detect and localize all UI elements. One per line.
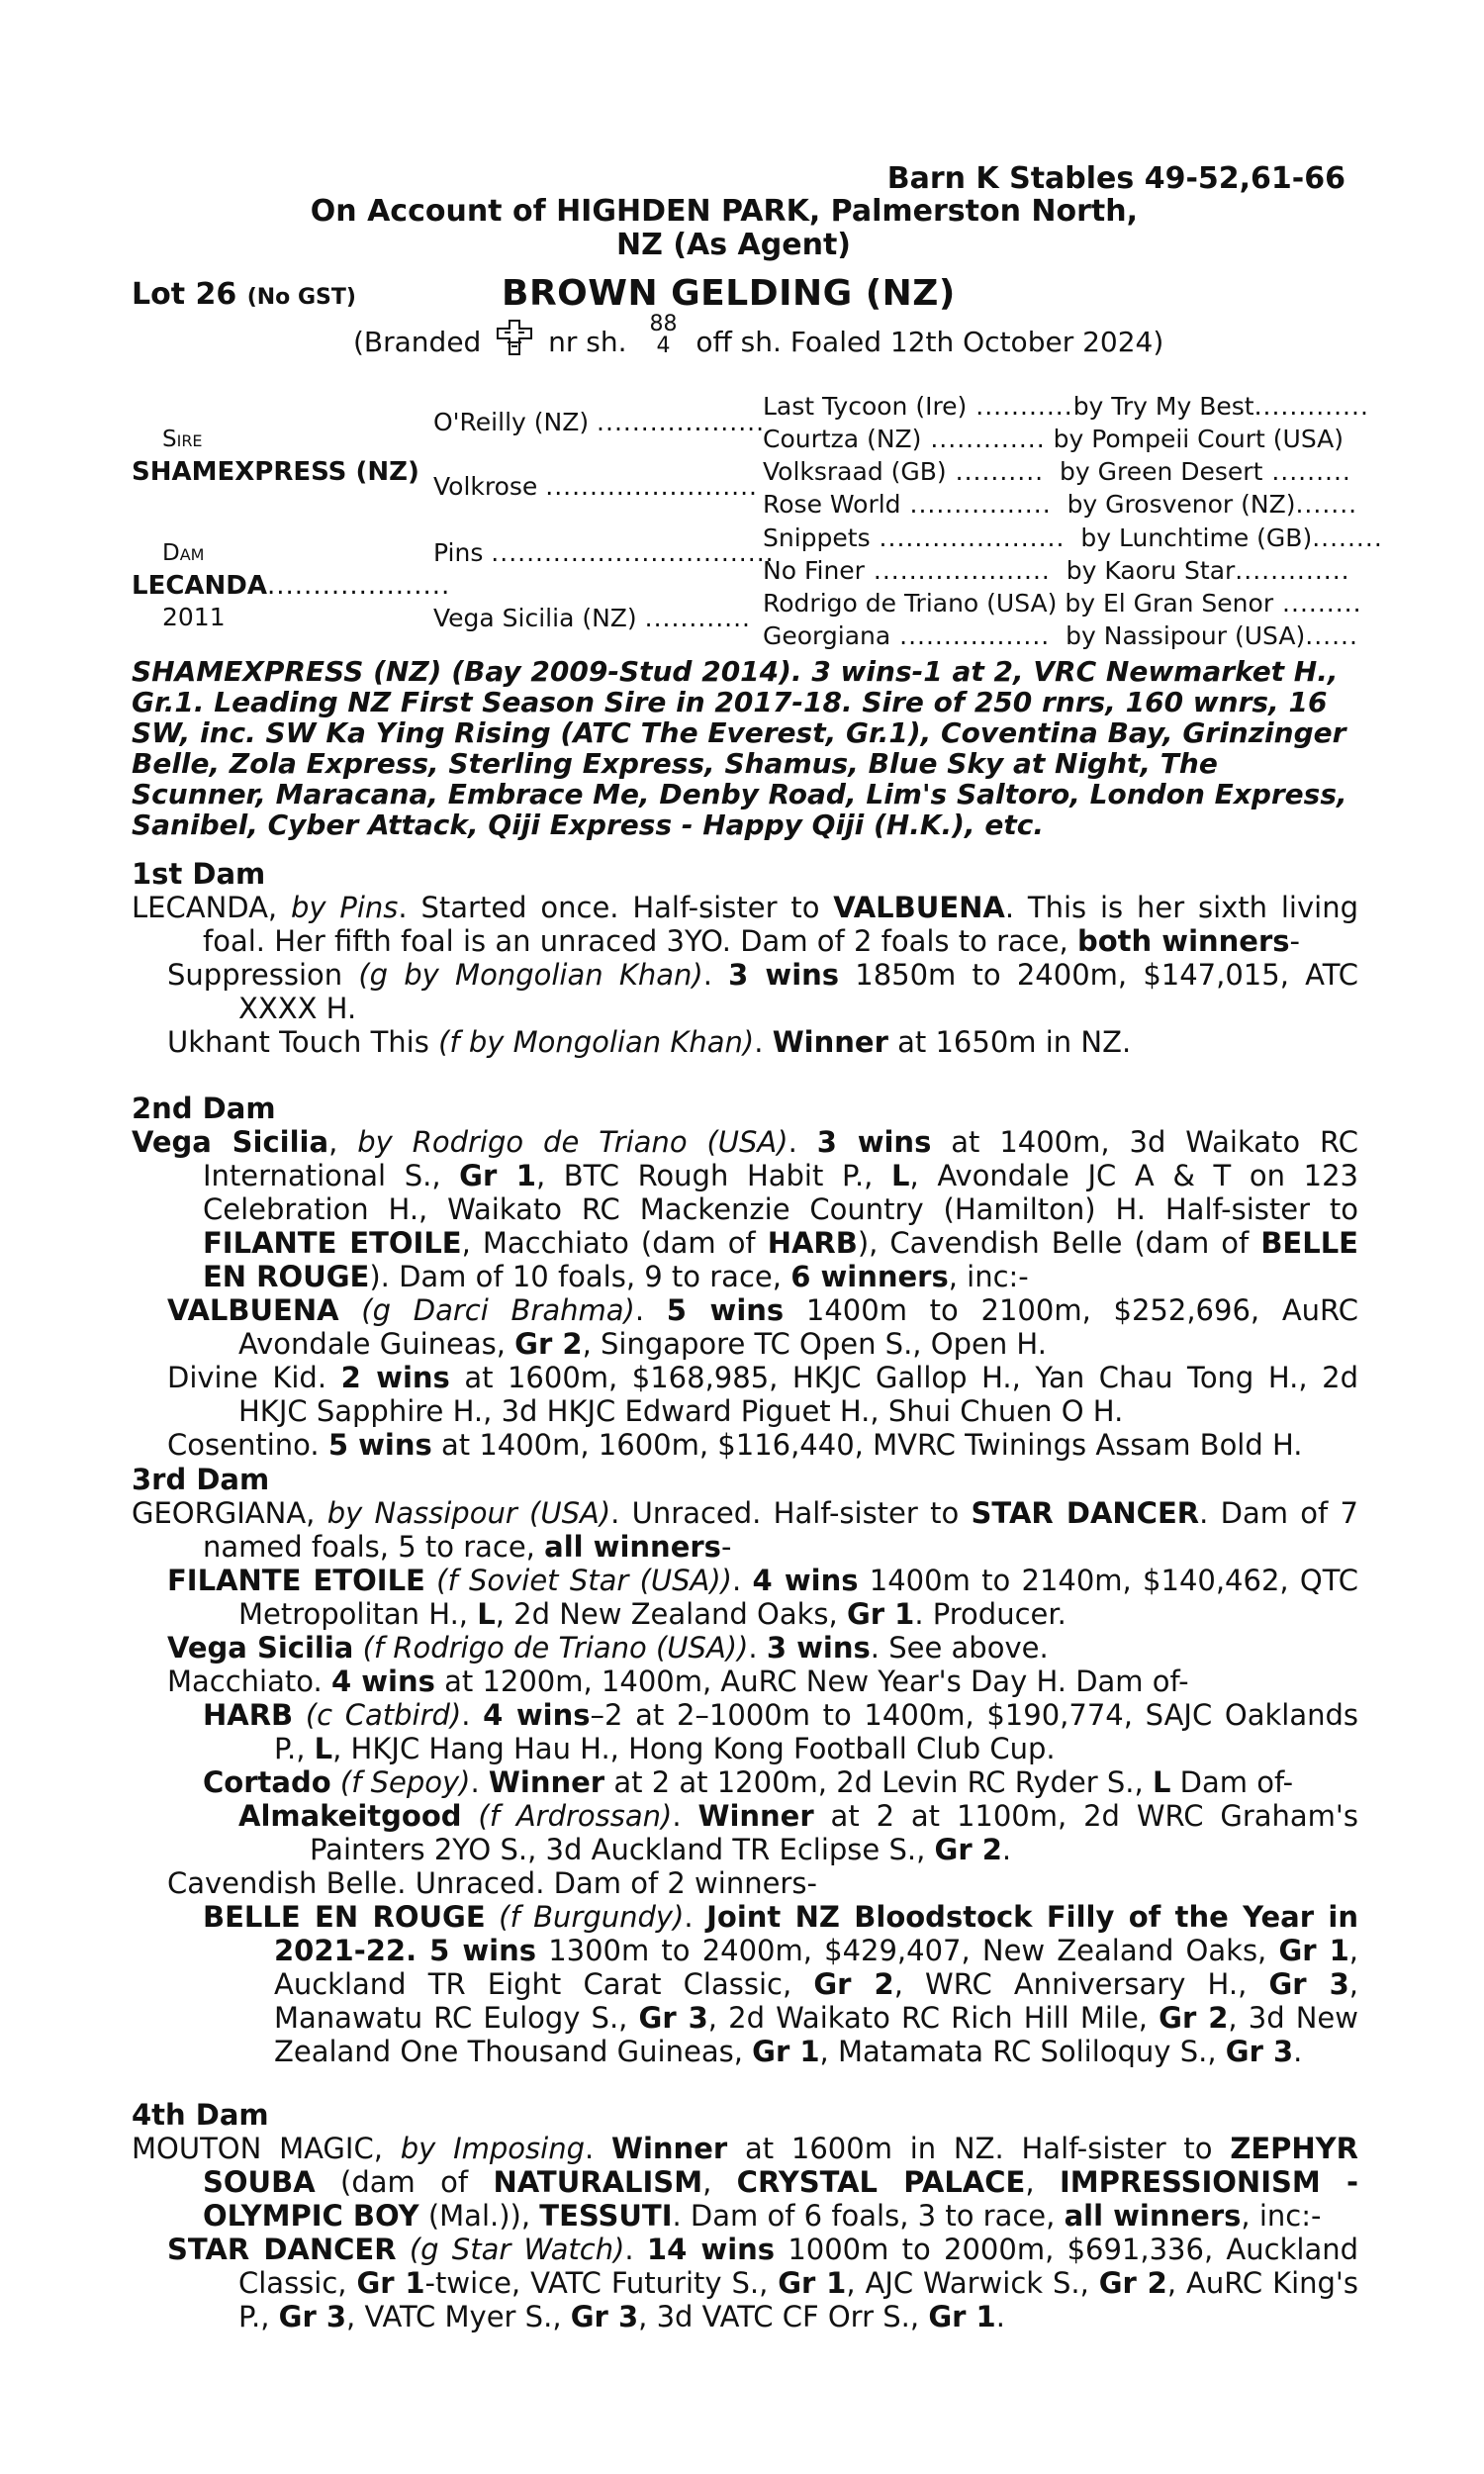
text-run: Almakeitgood (238, 1799, 462, 1833)
text-run: ), Cavendish Belle (dam of (857, 1226, 1261, 1260)
text-run: by Rodrigo de Triano (USA) (357, 1125, 788, 1159)
third-dam-section (132, 1463, 1358, 2068)
dam-paragraph (132, 1125, 1358, 1293)
text-run: 5 wins (327, 1428, 432, 1462)
dot-leader: ............. (921, 425, 1046, 453)
dot-leader: ................................ (491, 538, 775, 567)
brand-line (353, 312, 1164, 365)
text-run: Winner (772, 1025, 888, 1059)
text-run: L (477, 1597, 496, 1631)
text-run: Courtza (NZ) (763, 425, 922, 453)
dam-label: Dam (162, 540, 205, 566)
text-run: by El Gran Senor (1065, 589, 1274, 618)
dot-leader: ............. (1235, 556, 1350, 585)
dot-leader: ....... (1295, 490, 1358, 519)
barn-stables: Barn K Stables 49-52,61-66 (886, 161, 1345, 196)
progeny-entry (132, 1361, 1358, 1428)
text-run: at 2 at 1200m, 2d Levin RC Ryder S., (604, 1765, 1153, 1799)
text-run: Rodrigo de Triano (USA) (763, 589, 1058, 618)
dot-leader: .................... (864, 556, 1051, 585)
dot-leader: .................... (267, 571, 451, 601)
text-run: Rose World (763, 490, 901, 519)
text-run: GEORGIANA, (132, 1496, 327, 1530)
text-run: , Auckland TR Eight Carat Classic, (274, 1934, 1358, 2001)
text-run: Georgiana (763, 621, 891, 650)
text-run: by Grosvenor (NZ) (1067, 490, 1296, 519)
text-run: 3 wins (728, 958, 840, 992)
text-run: 3 wins (766, 1631, 871, 1665)
text-run: (g by Mongolian Khan) (358, 958, 703, 992)
progeny-entry (132, 958, 1358, 1025)
text-run: Gr 3 (1268, 1967, 1349, 2001)
dot-leader: ..................... (870, 523, 1066, 552)
text-run: , HKJC Hang Hau H., Hong Kong Football Club Cup. (332, 1732, 1056, 1765)
text-run: all winners (1064, 2199, 1242, 2233)
dam-paragraph (132, 2132, 1358, 2233)
dam-paragraph (132, 1496, 1358, 1564)
gen2-sire-dam (433, 473, 758, 501)
text-run: Last Tycoon (Ire) (763, 392, 968, 421)
text-run: CRYSTAL PALACE (736, 2165, 1026, 2199)
gen3-row (763, 622, 1358, 650)
text-run: (f Rodrigo de Triano (USA)) (353, 1631, 749, 1665)
text-run: Snippets (763, 523, 871, 552)
text-run: 4 wins (483, 1698, 591, 1732)
text-run: , AJC Warwick S., (846, 2266, 1099, 2300)
text-run: Divine Kid. (167, 1361, 341, 1394)
dam-paragraph (132, 891, 1358, 958)
text-run: (g Darci Brahma) (338, 1293, 635, 1327)
text-run: , Avondale JC A & T on 123 Celebration H., Waikato RC Mackenzie Country (Hamilton) H. Half-sister to (203, 1159, 1358, 1226)
text-run: Gr 3 (1225, 2035, 1294, 2068)
text-run: by Lunchtime (GB) (1080, 523, 1313, 552)
gen3-row (763, 524, 1383, 552)
dot-leader: ............ (644, 604, 752, 632)
text-run: (dam of (315, 2165, 494, 2199)
text-run: . (634, 1293, 667, 1327)
text-run: 1300m to 2400m, $429,407, New Zealand Oaks, (536, 1934, 1279, 1967)
horse-description: BROWN GELDING (NZ) (502, 273, 956, 314)
lot-label: Lot 26 (132, 277, 237, 312)
text-run: MOUTON MAGIC, (132, 2132, 401, 2165)
text-run: (f by Mongolian Khan) (438, 1025, 755, 1059)
dot-leader: ......... (1273, 589, 1362, 618)
text-run: at 2 at 1100m, 2d WRC Graham's Painters 2YO S., 3d Auckland TR Eclipse S., (310, 1799, 1359, 1866)
dot-leader: ................... (597, 408, 766, 436)
text-run: . Producer. (914, 1597, 1067, 1631)
off-shoulder-brand (649, 314, 677, 357)
text-run: L (314, 1732, 333, 1765)
brand-top: 88 (649, 312, 678, 336)
text-run: BELLE EN ROUGE (203, 1900, 486, 1934)
text-run: Ukhant Touch This (167, 1025, 439, 1059)
text-run: . Dam of 6 foals, 3 to race, (672, 2199, 1065, 2233)
text-run: at 1600m in NZ. Half-sister to (727, 2132, 1231, 2165)
text-run: Macchiato. (167, 1665, 331, 1698)
text-run: FILANTE ETOILE (203, 1226, 462, 1260)
text-run: Winner (488, 1765, 605, 1799)
text-run: . (1293, 2035, 1303, 2068)
dam-name: LECANDA (132, 571, 267, 601)
text-run: . (995, 2300, 1005, 2333)
text-run: HARB (203, 1698, 294, 1732)
grandprogeny-entry (132, 1900, 1358, 2068)
text-run: Gr 2 (1098, 2266, 1167, 2300)
dot-leader: ......... (1262, 457, 1351, 486)
text-run: Gr 1 (928, 2300, 996, 2333)
section-heading: 2nd Dam (132, 1092, 276, 1125)
progeny-entry (132, 1665, 1358, 1698)
text-run: Gr 1 (778, 2266, 847, 2300)
section-heading: 3rd Dam (132, 1463, 270, 1496)
text-run: . Unraced. Half-sister to (610, 1496, 972, 1530)
dot-leader: ........................ (545, 472, 758, 501)
text-run: (Mal.)), (418, 2199, 540, 2233)
progeny-entry (132, 1631, 1358, 1665)
text-run: , Matamata RC Soliloquy S., (819, 2035, 1226, 2068)
text-run: . (584, 2132, 611, 2165)
fourth-dam-section (132, 2098, 1358, 2333)
text-run: (g Star Watch) (396, 2233, 625, 2266)
text-run: Winner (610, 2132, 728, 2165)
text-run: Cortado (203, 1765, 331, 1799)
text-run: 6 winners (790, 1260, 949, 1293)
text-run: 14 wins (646, 2233, 776, 2266)
vendor-account: On Account of HIGHDEN PARK, Palmerston North, (310, 194, 1138, 229)
text-run: STAR DANCER (167, 2233, 397, 2266)
grandprogeny-entry (132, 1698, 1358, 1765)
text-run: Winner (697, 1799, 814, 1833)
text-run: (c Catbird) (293, 1698, 462, 1732)
text-run: –2 at 2–1000m to 1400m, $190,774, SAJC Oaklands P., (274, 1698, 1358, 1765)
vendor-agent: NZ (As Agent) (616, 228, 851, 262)
brand-mark-icon (496, 319, 533, 356)
dot-leader: ................ (900, 490, 1052, 519)
second-dam-section (132, 1092, 1358, 1462)
text-run: . (684, 1900, 707, 1934)
text-run: - (720, 1530, 732, 1564)
sire-name: SHAMEXPRESS (NZ) (132, 457, 419, 487)
dam-year: 2011 (162, 603, 226, 631)
text-run: , 3d VATC CF Orr S., (638, 2300, 929, 2333)
text-run: Suppression (167, 958, 359, 992)
sire-label: Sire (162, 427, 203, 452)
text-run: 2 wins (340, 1361, 450, 1394)
text-run: VALBUENA (833, 891, 1005, 924)
text-run: Volksraad (GB) (763, 457, 947, 486)
text-run: O'Reilly (NZ) (433, 408, 590, 436)
text-run: Gr 2 (934, 1833, 1002, 1866)
text-run: 1400m to 2140m, $140,462, QTC Metropolitan H., (238, 1564, 1358, 1631)
gst-note: (No GST) (246, 285, 356, 310)
text-run: . This is her sixth living foal. Her fifth foal is an unraced 3YO. Dam of 2 foals to race, (203, 891, 1358, 958)
text-run: Gr 1 (356, 2266, 425, 2300)
text-run: Gr 2 (813, 1967, 894, 2001)
text-run: Cosentino. (167, 1428, 328, 1462)
text-run: STAR DANCER (971, 1496, 1200, 1530)
gen2-dam-sire (433, 539, 775, 567)
text-run: all winners (544, 1530, 721, 1564)
text-run: Gr 2 (1159, 2001, 1229, 2035)
text-run: HARB (767, 1226, 858, 1260)
text-run: Gr 3 (570, 2300, 639, 2333)
text-run: L (891, 1159, 910, 1192)
text-run: . See above. (870, 1631, 1049, 1665)
sire-note: SHAMEXPRESS (NZ) (Bay 2009-Stud 2014). 3 wins-1 at 2, VRC Newmarket H., Gr.1. Leading NZ First Season Sire in 2017-18. Sire of 250 rnrs, 160 wnrs, 16 SW, inc. SW Ka Ying Rising (ATC The Everest, Gr.1), Coventina Bay, Grinzinger Belle, Zola Express, Sterling Express, Shamus, Blue Sky at Night, The Scunner, Maracana, Embrace Me, Denby Road, Lim's Saltoro, London Express, Sanibel, Cyber Attack, Qiji Express - Happy Qiji (H.K.), etc. (132, 655, 1347, 841)
text-run: FILANTE ETOILE (167, 1564, 425, 1597)
section-heading: 1st Dam (132, 857, 266, 891)
dot-leader: ................. (890, 621, 1051, 650)
text-run: . (748, 1631, 767, 1665)
text-run: , inc:- (948, 1260, 1029, 1293)
text-run: , WRC Anniversary H., (893, 1967, 1269, 2001)
text-run: 3 wins (816, 1125, 932, 1159)
text-run: . (732, 1564, 753, 1597)
text-run: Vega Sicilia (132, 1125, 329, 1159)
text-run: . (1001, 1833, 1012, 1866)
text-run: , 2d New Zealand Oaks, (495, 1597, 847, 1631)
dot-leader: .......... (946, 457, 1045, 486)
near-shoulder: nr sh. (548, 326, 627, 358)
text-run: . (624, 2233, 647, 2266)
text-run: 4 wins (752, 1564, 859, 1597)
text-run: , 3d New Zealand One Thousand Guineas, (274, 2001, 1358, 2068)
progeny-entry (132, 1564, 1358, 1631)
progeny-entry (132, 1428, 1358, 1462)
text-run: Gr 1 (846, 1597, 915, 1631)
text-run: L (1152, 1765, 1171, 1799)
text-run: Gr 3 (278, 2300, 347, 2333)
text-run: . (672, 1799, 698, 1833)
text-run: at 1200m, 1400m, AuRC New Year's Day H. Dam of- (434, 1665, 1189, 1698)
branded-label: (Branded (353, 326, 482, 358)
text-run: (f Burgundy) (485, 1900, 685, 1934)
text-run: . (702, 958, 729, 992)
gen3-row (763, 393, 1369, 421)
text-run: , (702, 2165, 737, 2199)
grandprogeny-entry (132, 1765, 1358, 1799)
text-run: by Try My Best (1072, 392, 1254, 421)
text-run: BELLE EN ROUGE (203, 1226, 1358, 1293)
gen3-row (763, 426, 1344, 453)
foaled-text: off sh. Foaled 12th October 2024) (696, 326, 1164, 358)
section-heading: 4th Dam (132, 2098, 269, 2132)
text-run: (f Ardrossan) (461, 1799, 673, 1833)
gen3-row (763, 557, 1350, 585)
text-run: by Nassipour (USA) (1066, 621, 1306, 650)
text-run: by Green Desert (1060, 457, 1263, 486)
text-run: (f Sepoy) (330, 1765, 471, 1799)
text-run: . (461, 1698, 484, 1732)
text-run: ). Dam of 10 foals, 9 to race, (369, 1260, 791, 1293)
text-run: . (754, 1025, 773, 1059)
text-run: by Nassipour (USA) (326, 1496, 611, 1530)
text-run: at 1650m in NZ. (887, 1025, 1132, 1059)
text-run: IMPRESSIONISM - OLYMPIC BOY (203, 2165, 1359, 2233)
text-run: LECANDA, (132, 891, 291, 924)
text-run: , (328, 1125, 358, 1159)
dot-leader: ........... (967, 392, 1073, 421)
text-run: NATURALISM (493, 2165, 703, 2199)
text-run: , (1025, 2165, 1060, 2199)
text-run: 5 wins (666, 1293, 785, 1327)
text-run: -twice, VATC Futurity S., (424, 2266, 779, 2300)
text-run: at 1400m, 3d Waikato RC International S., (203, 1125, 1358, 1192)
text-run: by Pompeii Court (USA) (1053, 425, 1345, 453)
text-run: 4 wins (330, 1665, 435, 1698)
text-run: , 2d Waikato RC Rich Hill Mile, (707, 2001, 1159, 2035)
great-grandprogeny-entry (132, 1799, 1358, 1866)
text-run: at 1600m, $168,985, HKJC Gallop H., Yan Chau Tong H., 2d HKJC Sapphire H., 3d HKJC Edward Piguet H., Shui Chuen O H. (238, 1361, 1358, 1428)
text-run: , BTC Rough Habit P., (535, 1159, 891, 1192)
brand-bottom: 4 (656, 333, 671, 358)
text-run: , Macchiato (dam of (461, 1226, 768, 1260)
progeny-entry (132, 1025, 1358, 1059)
text-run: Dam of- (1170, 1765, 1294, 1799)
text-run: Gr 1 (459, 1159, 536, 1192)
text-run: 1850m to 2400m, $147,015, ATC XXXX H. (238, 958, 1358, 1025)
text-run: 1400m to 2100m, $252,696, AuRC Avondale Guineas, (238, 1293, 1359, 1361)
text-run: TESSUTI (539, 2199, 673, 2233)
gen3-row (763, 458, 1351, 486)
gen2-sire-sire (433, 409, 765, 436)
text-run: . Started once. Half-sister to (398, 891, 834, 924)
gen2-dam-dam (433, 605, 751, 632)
dot-leader: ...... (1305, 621, 1358, 650)
text-run: both winners (1077, 924, 1290, 958)
text-run: , Manawatu RC Eulogy S., (274, 1967, 1358, 2035)
lot-number (132, 277, 356, 312)
text-run: . Dam of 7 named foals, 5 to race, (203, 1496, 1358, 1564)
text-run: Vega Sicilia (167, 1631, 354, 1665)
first-dam-section (132, 857, 1358, 1059)
text-run: ZEPHYR SOUBA (203, 2132, 1359, 2199)
text-run: by Kaoru Star (1066, 556, 1236, 585)
dot-leader: ............. (1253, 392, 1369, 421)
text-run: (f Soviet Star (USA)) (424, 1564, 732, 1597)
text-run: by Pins (290, 891, 399, 924)
text-run: , VATC Myer S., (346, 2300, 571, 2333)
progeny-entry: Cavendish Belle. Unraced. Dam of 2 winners- (167, 1866, 817, 1900)
text-run: , Singapore TC Open S., Open H. (582, 1327, 1047, 1361)
text-run: - (1289, 924, 1301, 958)
text-run: Gr 2 (514, 1327, 583, 1361)
text-run: Volkrose (433, 472, 538, 501)
progeny-entry (132, 1293, 1358, 1361)
text-run: , AuRC King's P., (238, 2266, 1359, 2333)
text-run: Vega Sicilia (NZ) (433, 604, 637, 632)
text-run: at 1400m, 1600m, $116,440, MVRC Twinings Assam Bold H. (431, 1428, 1303, 1462)
text-run: VALBUENA (167, 1293, 339, 1327)
text-run: Joint NZ Bloodstock Filly of the Year in 2021-22. 5 wins (274, 1900, 1359, 1967)
text-run: Gr 3 (638, 2001, 708, 2035)
text-run: Gr 1 (752, 2035, 820, 2068)
text-run: No Finer (763, 556, 865, 585)
text-run: 1000m to 2000m, $691,336, Auckland Classic, (238, 2233, 1359, 2300)
gen3-row (763, 491, 1357, 519)
dot-leader: ........ (1312, 523, 1383, 552)
dam-name-row (132, 572, 450, 600)
text-run: by Imposing (400, 2132, 585, 2165)
progeny-entry (132, 2233, 1358, 2333)
gen3-row (763, 590, 1362, 618)
text-run: , inc:- (1241, 2199, 1322, 2233)
text-run: . (470, 1765, 489, 1799)
text-run: Pins (433, 538, 484, 567)
text-run: Gr 1 (1278, 1934, 1349, 1967)
text-run: . (788, 1125, 817, 1159)
